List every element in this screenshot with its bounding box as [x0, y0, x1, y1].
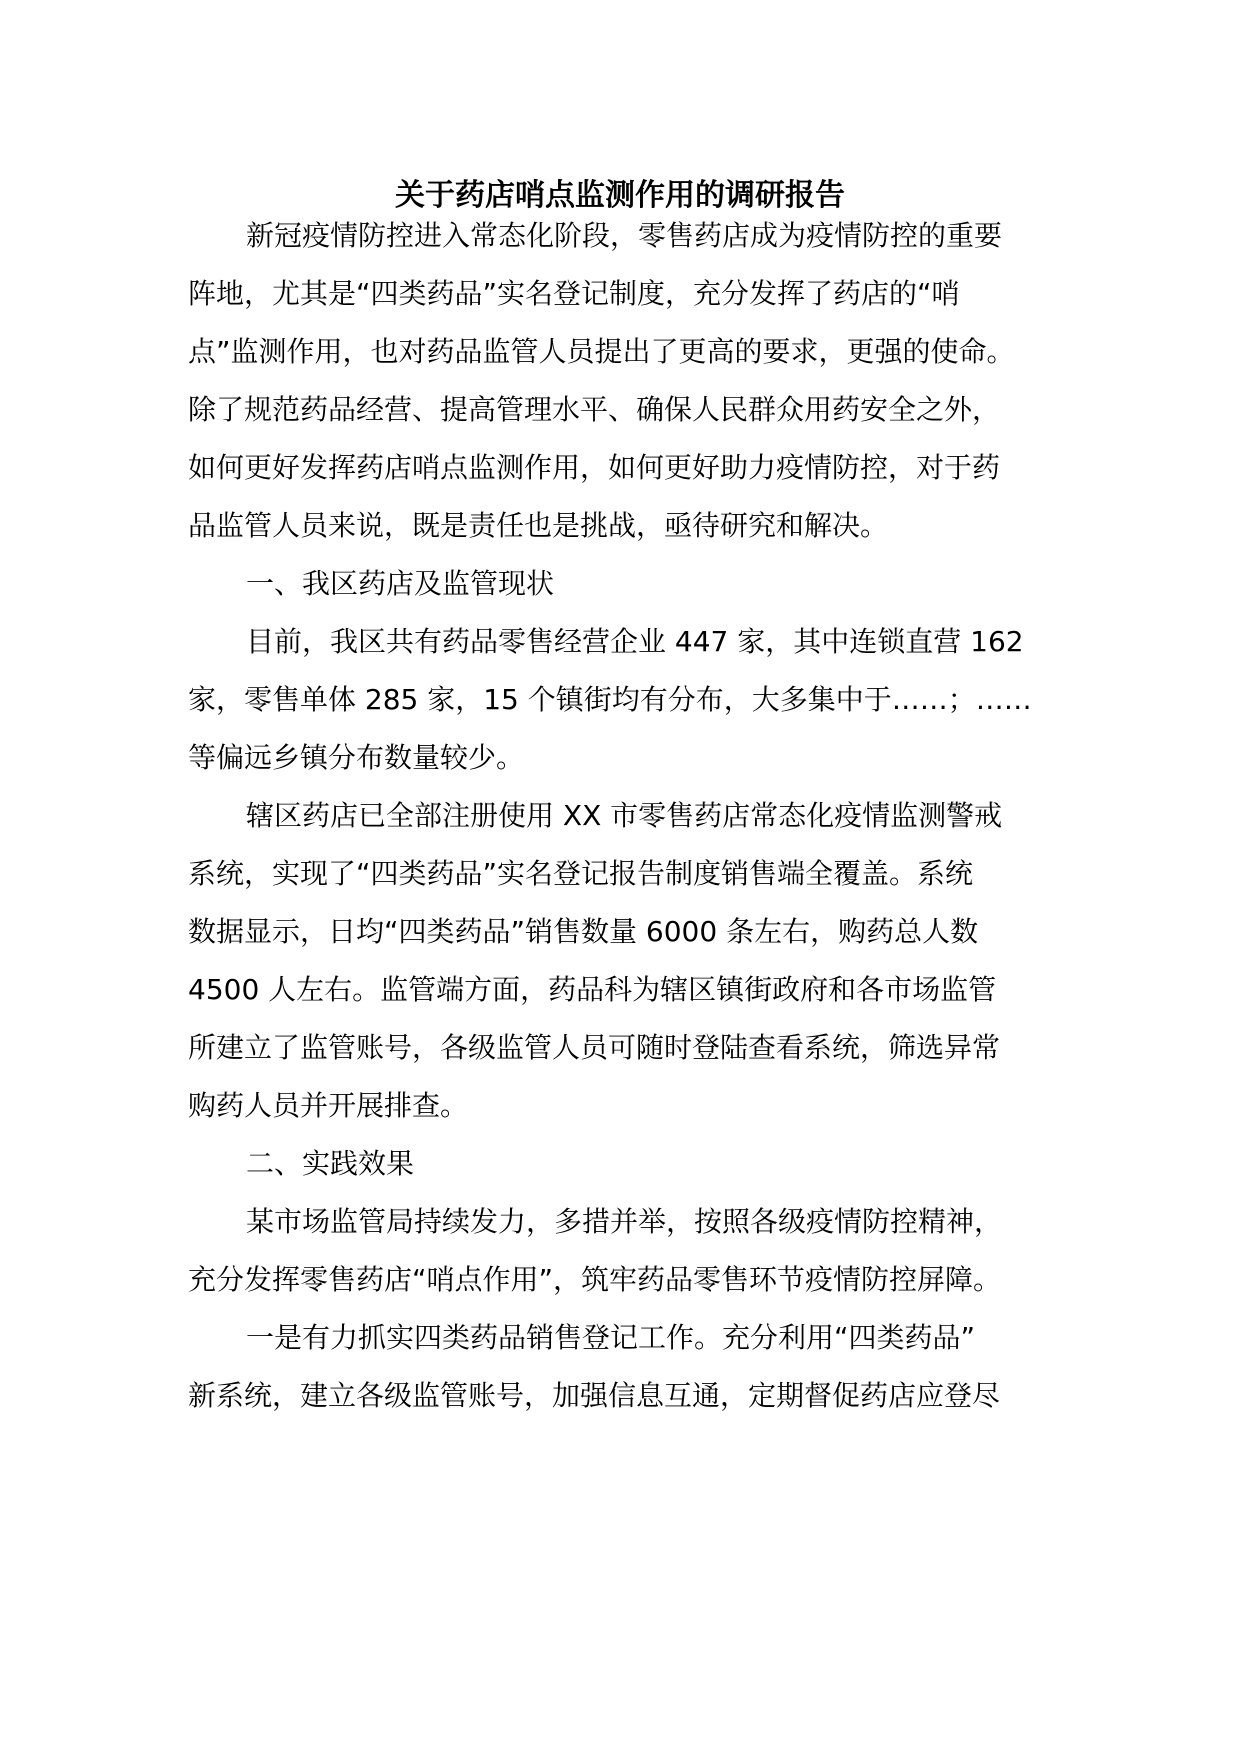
paragraph-line: 一是有力抓实四类药品销售登记工作。充分利用“四类药品” — [246, 1321, 976, 1354]
paragraph-line: 等偏远乡镇分布数量较少。 — [188, 741, 525, 774]
document-title: 关于药店哨点监测作用的调研报告 — [395, 178, 845, 213]
paragraph-line: 品监管人员来说，既是责任也是挑战，亟待研究和解决。 — [188, 509, 889, 542]
paragraph-line: 家，零售单体 285 家，15 个镇街均有分布，大多集中于……；…… — [188, 683, 1032, 716]
paragraph-line: 阵地，尤其是“四类药品”实名登记制度，充分发挥了药店的“哨 — [188, 277, 960, 310]
paragraph-line: 点”监测作用，也对药品监管人员提出了更高的要求，更强的使命。 — [188, 335, 1015, 368]
section-heading: 二、实践效果 — [246, 1147, 415, 1180]
section-heading: 一、我区药店及监管现状 — [246, 567, 555, 600]
paragraph-line: 新冠疫情防控进入常态化阶段，零售药店成为疫情防控的重要 — [246, 219, 1003, 252]
paragraph-line: 购药人员并开展排查。 — [188, 1089, 469, 1122]
paragraph-line: 充分发挥零售药店“哨点作用”，筑牢药品零售环节疫情防控屏障。 — [188, 1263, 1002, 1296]
paragraph-line: 所建立了监管账号，各级监管人员可随时登陆查看系统，筛选异常 — [188, 1031, 1001, 1064]
paragraph-line: 某市场监管局持续发力，多措并举，按照各级疫情防控精神， — [246, 1205, 1003, 1238]
paragraph-line: 目前，我区共有药品零售经营企业 447 家，其中连锁直营 162 — [246, 625, 1024, 658]
paragraph-line: 除了规范药品经营、提高管理水平、确保人民群众用药安全之外， — [188, 393, 1001, 426]
paragraph-line: 系统，实现了“四类药品”实名登记报告制度销售端全覆盖。系统 — [188, 857, 974, 890]
paragraph-line: 4500 人左右。监管端方面，药品科为辖区镇街政府和各市场监管 — [188, 973, 997, 1006]
paragraph-line: 数据显示，日均“四类药品”销售数量 6000 条左右，购药总人数 — [188, 915, 979, 948]
paragraph-line: 辖区药店已全部注册使用 XX 市零售药店常态化疫情监测警戒 — [246, 799, 1003, 832]
paragraph-line: 新系统，建立各级监管账号，加强信息互通，定期督促药店应登尽 — [188, 1379, 1001, 1412]
paragraph-line: 如何更好发挥药店哨点监测作用，如何更好助力疫情防控，对于药 — [188, 451, 1001, 484]
